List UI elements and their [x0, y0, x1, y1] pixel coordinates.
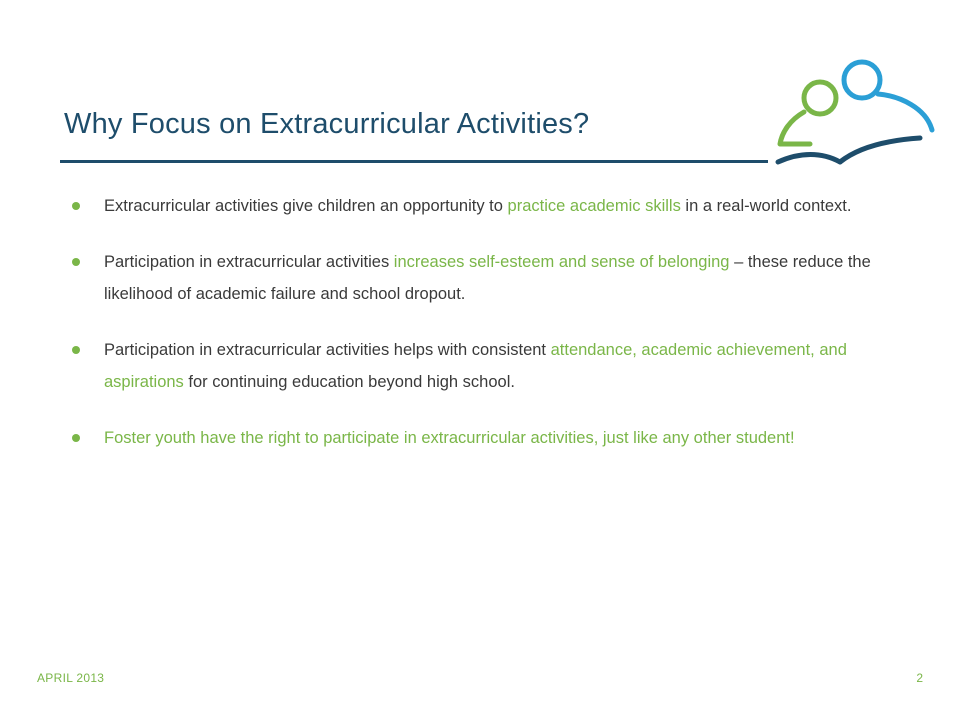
- bullet-text: [104, 429, 795, 447]
- bullet-highlight: practice academic skills: [507, 197, 681, 215]
- bullet-segment: in a real-world context.: [680, 197, 852, 215]
- page-number: 2: [916, 671, 923, 685]
- bullet-dot-icon: [72, 202, 80, 210]
- green-person-body: [780, 112, 810, 144]
- blue-person-head: [844, 62, 880, 98]
- bullet-item: [66, 334, 906, 398]
- people-reading-book-logo-icon: [760, 50, 940, 170]
- bullet-segment: Extracurricular activities give children an opportunity to: [104, 197, 508, 215]
- bullet-dot-icon: [72, 346, 80, 354]
- bullet-segment: for continuing education beyond high school.: [183, 373, 515, 391]
- bullet-dot-icon: [72, 258, 80, 266]
- book-left-page: [778, 155, 840, 163]
- bullet-item: [66, 246, 906, 310]
- bullet-text: [104, 341, 847, 391]
- bullet-item: [66, 190, 906, 222]
- blue-person-body: [878, 94, 932, 130]
- bullet-segment: Participation in extracurricular activities: [104, 253, 394, 271]
- title-underline: [60, 160, 768, 163]
- footer-date: APRIL 2013: [37, 671, 105, 685]
- bullet-highlight: Foster youth have the right to participate in extracurricular activities, just like any other student!: [104, 429, 795, 447]
- bullet-segment: – these reduce the likelihood of academic failure and school dropout.: [104, 253, 871, 303]
- green-person-head: [804, 82, 836, 114]
- bullet-dot-icon: [72, 434, 80, 442]
- slide-title: Why Focus on Extracurricular Activities?: [64, 108, 590, 140]
- bullet-text: [104, 253, 871, 303]
- bullet-text: [104, 197, 851, 215]
- bullet-segment: Participation in extracurricular activities helps with consistent: [104, 341, 551, 359]
- bullet-highlight: increases self-esteem and sense of belonging: [393, 253, 730, 271]
- bullet-item: [66, 422, 906, 454]
- bullet-highlight: attendance, academic achievement, and aspirations: [104, 341, 847, 391]
- book-right-page: [840, 138, 920, 162]
- bullet-list: [66, 190, 906, 478]
